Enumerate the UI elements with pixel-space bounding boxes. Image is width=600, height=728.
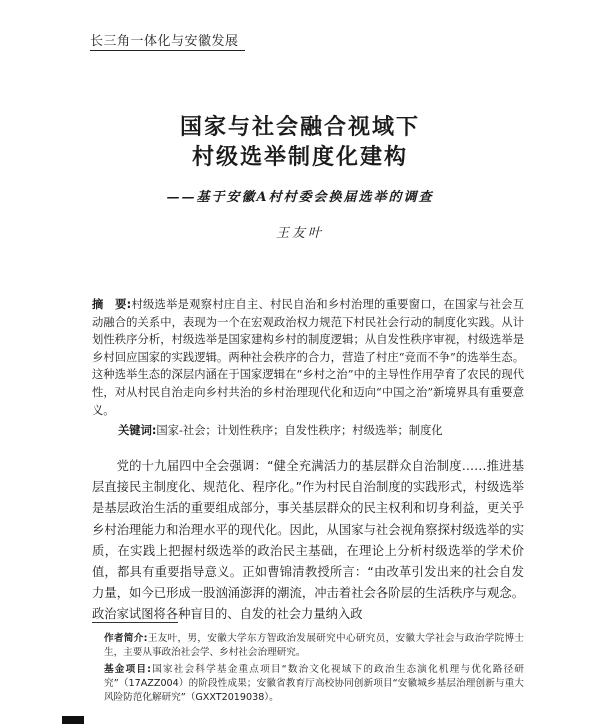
running-head: 长三角一体化与安徽发展 [90, 30, 245, 51]
footnote-author-label: 作者简介: [104, 633, 148, 644]
title-line-2: 村级选举制度化建构 [191, 144, 408, 170]
abstract-text: 村级选举是观察村庄自主、村民自治和乡村治理的重要窗口，在国家与社会互动融合的关系中，表现为一个在宏观政治权力规范下村民社会行动的制度化实践。从计划性秩序分析，村级选举是国家建构乡村的制度逻辑；从自发性秩序审视，村级选举是乡村回应国家的实践逻辑。两种社会秩序的合力，营造了村庄“竞而不争”的选举生态。这种选举生态的深层内涵在于国家逻辑在“乡村之治”中的主导性作用孕育了农民的现代性，对从村民自治走向乡村共治的乡村治理现代化和迈向“中国之治”新境界具有重要意义。 [92, 298, 524, 417]
keywords [118, 422, 524, 440]
author-name: 王友叶 [275, 226, 324, 241]
footnote-author-text: 王友叶，男，安徽大学东方智政治发展研究中心研究员，安徽大学社会与政治学院博士生，主要从事政治社会学、乡村社会治理研究。 [104, 633, 525, 658]
abstract [92, 296, 524, 419]
page-corner-mark [62, 716, 84, 724]
body-paragraph: 党的十九届四中全会强调：“健全充满活力的基层群众自治制度……推进基层直接民主制度化、规范化、程序化。”作为村民自治制度的实践形式，村级选举是基层政治生活的重要组成部分，事关基层群众的民主权利和切身利益，更关乎乡村治理能力和治理水平的现代化。因此，从国家与社会视角察探村级选举的实质，在实践上把握村级选举的政治民主基础，在理论上分析村级选举的学术价值，都具有重要指导意义。正如曹锦清教授所言：“由改革引发出来的社会自发力量，如今已形成一股汹涌澎湃的潮流，冲击着社会各阶层的生活秩序与观念。政治家试图将各种盲目的、自发的社会力量纳入政 [92, 459, 524, 622]
article-subtitle: ——基于安徽A村村委会换届选举的调查 [166, 190, 434, 205]
footnote-fund-label: 基金项目: [104, 664, 151, 675]
footnotes [104, 632, 524, 708]
title-line-1: 国家与社会融合视域下 [179, 114, 420, 140]
footnote-fund [104, 663, 524, 705]
footnote-author [104, 632, 524, 660]
keywords-label: 关键词: [118, 424, 157, 437]
footnote-divider [92, 622, 178, 623]
footnote-fund-text: 国家社会科学基金重点项目“数治文化视域下的政治生态演化机理与优化路径研究”（17AZZ004）的阶段性成果；安徽省教育厅高校协同创新项目“安徽城乡基层治理创新与重大风险防范化解研究”（GXXT2019038）。 [104, 664, 524, 703]
keywords-text: 国家-社会；计划性秩序；自发性秩序；村级选举；制度化 [156, 424, 443, 437]
article-title [0, 112, 600, 172]
abstract-label: 摘 要: [92, 298, 132, 311]
